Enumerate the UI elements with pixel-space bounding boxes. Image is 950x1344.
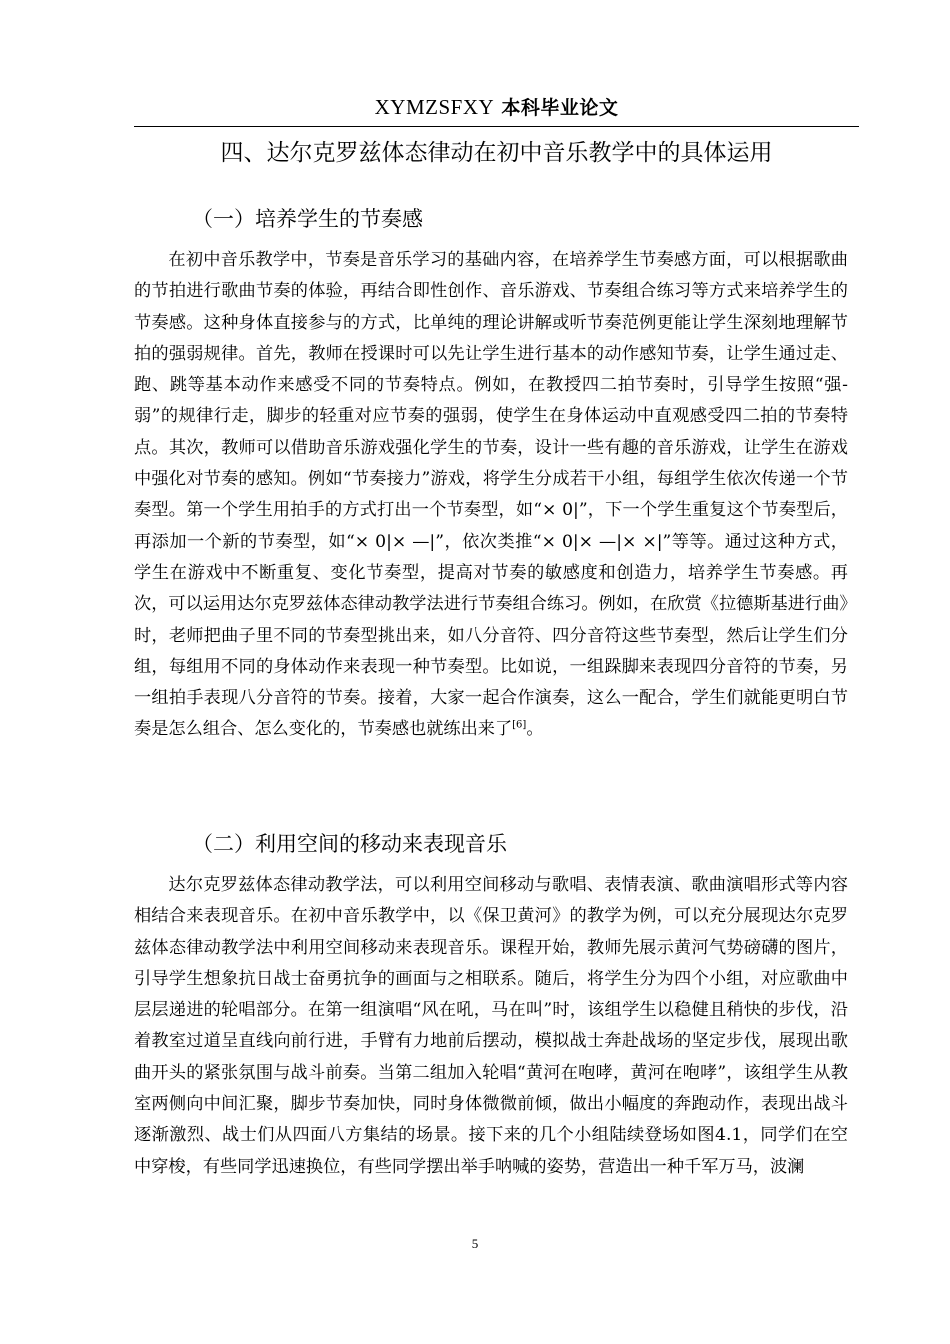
header-code: XYMZSFXY bbox=[374, 95, 495, 119]
chapter-title: 四、达尔克罗兹体态律动在初中音乐教学中的具体运用 bbox=[220, 140, 773, 166]
citation-reference: [6] bbox=[512, 719, 527, 731]
section-1-text: 在初中音乐教学中，节奏是音乐学习的基础内容，在培养学生节奏感方面，可以根据歌曲的节拍进行歌曲节奏的体验，再结合即性创作、音乐游戏、节奏组合练习等方式来培养学生的节奏感。这种身体直接参与的方式，比单纯的理论讲解或听节奏范例更能让学生深刻地理解节拍的强弱规律。首先，教师在授课时可以先让学生进行基本的动作感知节奏，让学生通过走、跑、跳等基本动作来感受不同的节奏特点。例如，在教授四二拍节奏时，引导学生按照“强-弱”的规律行走，脚步的轻重对应节奏的强弱，使学生在身体运动中直观感受四二拍的节奏特点。其次，教师可以借助音乐游戏强化学生的节奏，设计一些有趣的音乐游戏，让学生在游戏中强化对节奏的感知。例如“节奏接力”游戏，将学生分成若干小组，每组学生依次传递一个节奏型。第一个学生用拍手的方式打出一个节奏型，如“× 0|”，下一个学生重复这个节奏型后，再添加一个新的节奏型，如“× 0|× —|”，依次类推“× 0|× —|× ×|”等等。通过这种方式，学生在游戏中不断重复、变化节奏型，提高对节奏的敏感度和创造力，培养学生节奏感。再次，可以运用达尔克罗兹体态律动教学法进行节奏组合练习。例如，在欣赏《拉德斯基进行曲》时，老师把曲子里不同的节奏型挑出来，如八分音符、四分音符这些节奏型，然后让学生们分组，每组用不同的身体动作来表现一种节奏型。比如说，一组跺脚来表现四分音符的节奏，另一组拍手表现八分音符的节奏。接着，大家一起合作演奏，这么一配合，学生们就能更明白节奏是怎么组合、怎么变化的，节奏感也就练出来了 bbox=[134, 250, 848, 740]
page-number: 5 bbox=[471, 1236, 479, 1251]
section-title-1: （一）培养学生的节奏感 bbox=[192, 207, 423, 231]
page-header bbox=[134, 92, 859, 127]
header-title: 本科毕业论文 bbox=[501, 97, 619, 119]
section-2-text: 达尔克罗兹体态律动教学法，可以利用空间移动与歌唱、表情表演、歌曲演唱形式等内容相结合来表现音乐。在初中音乐教学中，以《保卫黄河》的教学为例，可以充分展现达尔克罗兹体态律动教学法中利用空间移动来表现音乐。课程开始，教师先展示黄河气势磅礴的图片，引导学生想象抗日战士奋勇抗争的画面与之相联系。随后，将学生分为四个小组，对应歌曲中层层递进的轮唱部分。在第一组演唱“风在吼，马在叫”时，该组学生以稳健且稍快的步伐，沿着教室过道呈直线向前行进，手臂有力地前后摆动，模拟战士奔赴战场的坚定步伐，展现出歌曲开头的紧张氛围与战斗前奏。当第二组加入轮唱“黄河在咆哮，黄河在咆哮”，该组学生从教室两侧向中间汇聚，脚步节奏加快，同时身体微微前倾，做出小幅度的奔跑动作，表现出战斗逐渐激烈、战士们从四面八方集结的场景。接下来的几个小组陆续登场如图4.1，同学们在空中穿梭，有些同学迅速换位，有些同学摆出举手呐喊的姿势，营造出一种千军万马，波澜 bbox=[134, 875, 848, 1177]
section-2-paragraph bbox=[134, 870, 848, 1183]
section-title-2: （二）利用空间的移动来表现音乐 bbox=[192, 832, 507, 856]
header-text bbox=[375, 95, 619, 119]
section-1-end-punct: 。 bbox=[526, 719, 544, 740]
section-1-paragraph bbox=[134, 245, 848, 746]
